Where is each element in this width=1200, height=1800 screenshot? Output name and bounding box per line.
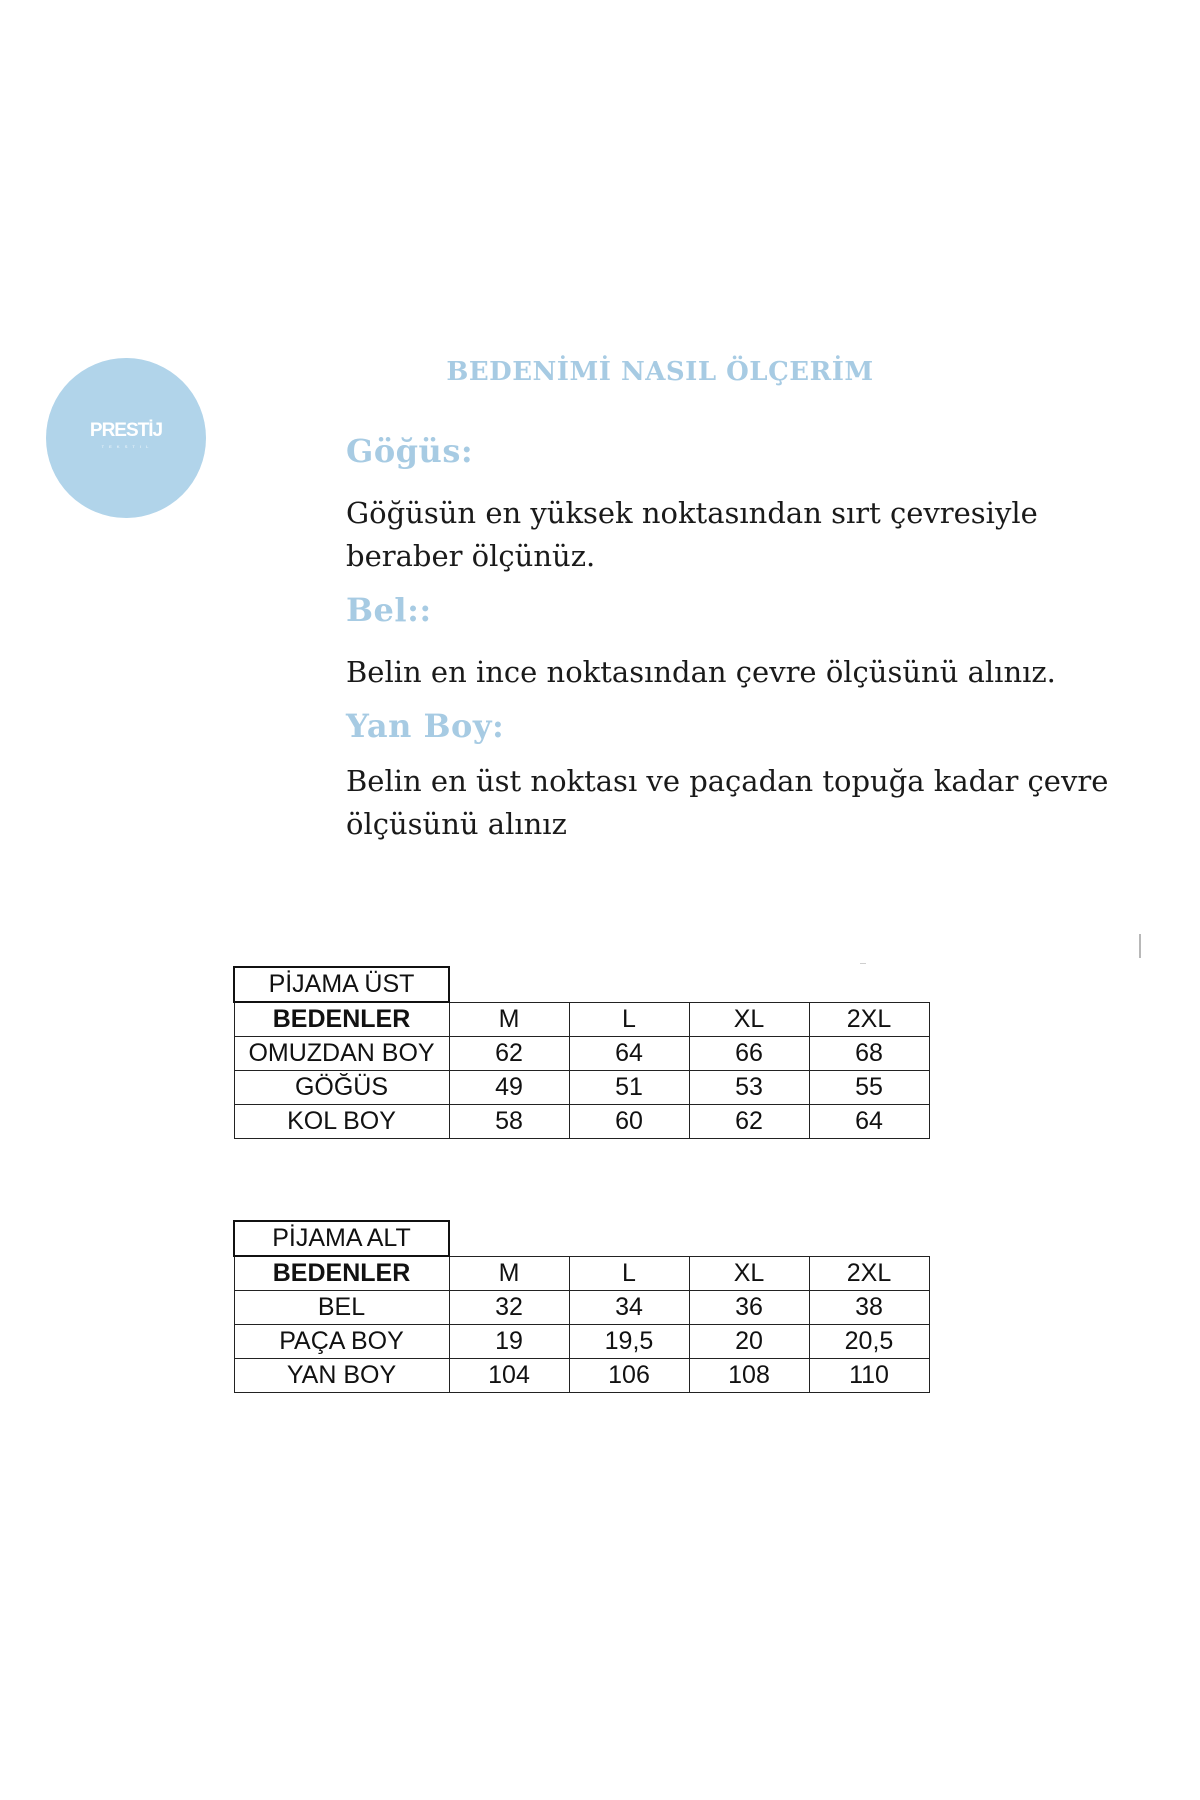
table-cell: 66: [689, 1037, 809, 1071]
logo-subtext: T E K S T I L: [101, 443, 151, 449]
row-label: GÖĞÜS: [234, 1071, 449, 1105]
header-cell: M: [449, 1002, 569, 1037]
row-label: PAÇA BOY: [234, 1325, 449, 1359]
brand-logo: [46, 358, 206, 518]
header-cell: XL: [689, 1256, 809, 1291]
section-heading-waist: Bel::: [346, 591, 432, 629]
section-heading-side-length: Yan Boy:: [346, 707, 505, 745]
table-row: [234, 1359, 929, 1393]
table-title-row: [234, 967, 929, 1002]
table-cell: 32: [449, 1291, 569, 1325]
table-title-spacer: [449, 1221, 929, 1256]
size-table-bottom: [233, 1220, 930, 1393]
row-label: BEL: [234, 1291, 449, 1325]
table-cell: 53: [689, 1071, 809, 1105]
table-cell: 34: [569, 1291, 689, 1325]
table-title: PİJAMA ALT: [234, 1221, 449, 1256]
header-cell: BEDENLER: [234, 1002, 449, 1037]
decorative-dot: [860, 963, 866, 964]
decorative-tick: [1139, 934, 1141, 958]
section-body-chest: Göğüsün en yüksek noktasından sırt çevresiyle beraber ölçünüz.: [346, 496, 1038, 573]
table-title-spacer: [449, 967, 929, 1002]
section-body-waist: Belin en ince noktasından çevre ölçüsünü alınız.: [346, 655, 1056, 689]
section-heading-chest: Göğüs:: [346, 432, 474, 470]
logo-text: PRESTİJ: [89, 419, 163, 441]
table-cell: 104: [449, 1359, 569, 1393]
table-cell: 64: [809, 1105, 929, 1139]
header-cell: BEDENLER: [234, 1256, 449, 1291]
header-cell: 2XL: [809, 1002, 929, 1037]
table-cell: 49: [449, 1071, 569, 1105]
table-row: [234, 1325, 929, 1359]
header-cell: 2XL: [809, 1256, 929, 1291]
row-label: YAN BOY: [234, 1359, 449, 1393]
header-cell: M: [449, 1256, 569, 1291]
table-title-row: [234, 1221, 929, 1256]
table-cell: 62: [689, 1105, 809, 1139]
table-cell: 20,5: [809, 1325, 929, 1359]
row-label: KOL BOY: [234, 1105, 449, 1139]
table-cell: 108: [689, 1359, 809, 1393]
table-cell: 38: [809, 1291, 929, 1325]
table-cell: 58: [449, 1105, 569, 1139]
table-cell: 20: [689, 1325, 809, 1359]
table-cell: 60: [569, 1105, 689, 1139]
table-row: [234, 1037, 929, 1071]
table-cell: 19: [449, 1325, 569, 1359]
section-body-side-length: Belin en üst noktası ve paçadan topuğa kadar çevre ölçüsünü alınız: [346, 764, 1109, 841]
table-title: PİJAMA ÜST: [234, 967, 449, 1002]
table-row: [234, 1071, 929, 1105]
header-cell: L: [569, 1002, 689, 1037]
row-label: OMUZDAN BOY: [234, 1037, 449, 1071]
table-cell: 68: [809, 1037, 929, 1071]
header-cell: L: [569, 1256, 689, 1291]
table-cell: 36: [689, 1291, 809, 1325]
page-title: BEDENİMİ NASIL ÖLÇERİM: [446, 357, 874, 387]
table-row: [234, 1291, 929, 1325]
table-cell: 106: [569, 1359, 689, 1393]
table-row: [234, 1105, 929, 1139]
table-cell: 110: [809, 1359, 929, 1393]
table-cell: 62: [449, 1037, 569, 1071]
table-cell: 64: [569, 1037, 689, 1071]
table-header-row: [234, 1002, 929, 1037]
table-cell: 55: [809, 1071, 929, 1105]
header-cell: XL: [689, 1002, 809, 1037]
table-cell: 19,5: [569, 1325, 689, 1359]
table-header-row: [234, 1256, 929, 1291]
table-cell: 51: [569, 1071, 689, 1105]
size-table-top: [233, 966, 930, 1139]
